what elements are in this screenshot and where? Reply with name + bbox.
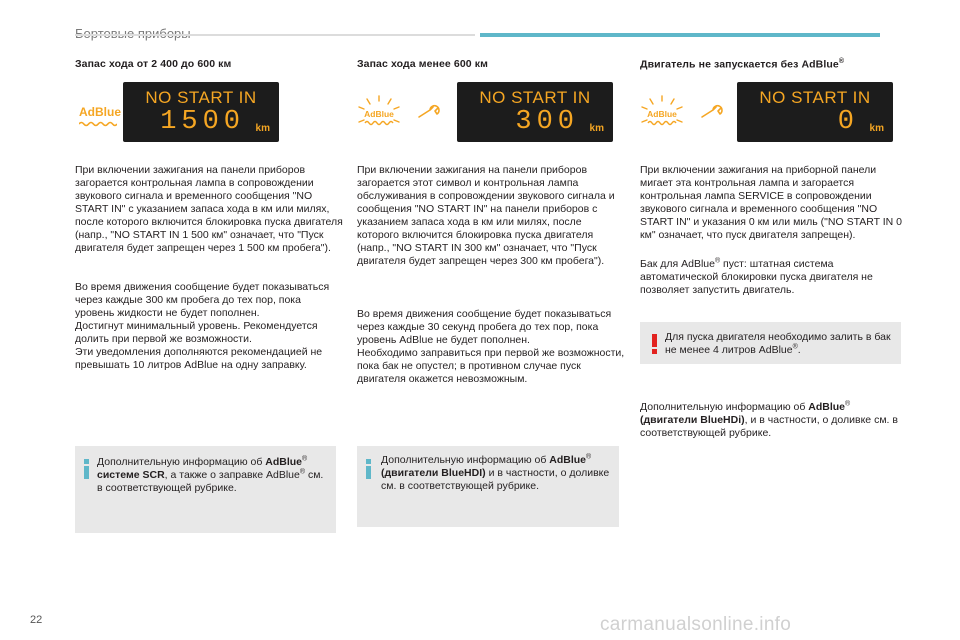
paragraph: При включении зажигания на панели приборов загорается контрольная лампа в сопровождении звукового сигнала и временного сообщения "NO START IN" с указанием запаса хода в км или милях, после которого включится блокировка пуска двигателя (напр., "NO START IN 1 500 км" означает, что "Пуск двигателя будет запрещен через 1 500 км пробега"). [75, 164, 343, 254]
paragraph: При включении зажигания на приборной панели мигает эта контрольная лампа и загорается контрольная лампа SERVICE в сопровождении звукового сигнала и временного сообщения "NO START IN" и указания 0 км или миль ("NO START IN 0 км" означает, что пуск двигателя запрещен). [640, 164, 903, 241]
info-sup: ® [299, 468, 306, 476]
page-number: 22 [30, 614, 43, 626]
wrench-icon [700, 104, 726, 120]
no-start-text: NO START IN [759, 88, 871, 107]
paragraph: Во время движения сообщение будет показываться через каждые 300 км пробега до тех пор, пока уровень жидкости не будет пополнен. [75, 281, 330, 319]
info-text: , а также о заправке AdBlue [164, 469, 300, 481]
instrument-display [75, 82, 343, 142]
info-note-text [381, 454, 613, 493]
paragraph: Необходимо заправиться при первой же возможности, пока бак не опустел; в противном случае пуск двигателя окажется невозможным. [357, 347, 625, 385]
adblue-icon-label: AdBlue [647, 109, 677, 119]
adblue-wave-icon [79, 121, 117, 127]
adblue-icon-label: AdBlue [79, 105, 121, 119]
info-bold: системе SCR [97, 469, 165, 481]
header-rule [75, 34, 475, 36]
adblue-icon [79, 105, 121, 119]
info-icon [366, 459, 371, 479]
info-text: Дополнительную информацию об [97, 456, 266, 468]
instrument-display [640, 82, 908, 142]
info-bold: AdBlue [265, 456, 303, 468]
paragraph-text: Бак для AdBlue [640, 258, 715, 270]
info-text: , и в частности, о доливке см. в соответствующей рубрике. [640, 414, 898, 439]
no-start-panel [123, 82, 279, 142]
column-no-start [640, 58, 908, 297]
warning-text: Для пуска двигателя необходимо залить в бак не менее 4 литров AdBlue [665, 331, 891, 356]
info-note [75, 446, 336, 533]
range-unit: km [869, 123, 884, 134]
paragraph-text: пуст: штатная система автоматической блокировки пуска двигателя не позволяет запустить двигатель. [640, 258, 873, 296]
adblue-icon-label: AdBlue [364, 109, 394, 119]
range-number: 1500 [160, 107, 245, 137]
watermark: carmanualsonline.info [600, 614, 792, 635]
paragraph [640, 258, 908, 297]
info-sup: ® [302, 455, 308, 463]
info-bold: (двигатели BlueHDi) [640, 414, 745, 426]
warning-note [640, 322, 901, 364]
info-note [357, 446, 619, 527]
range-unit: km [255, 123, 270, 134]
info-text: и в частности, о доливке см. в соответствующей рубрике. [381, 467, 610, 492]
paragraph: При включении зажигания на панели приборов загорается этот символ и контрольная лампа обслуживания в сопровождении звукового сигнала и сообщения "NO START IN" на панели приборов с указанием запаса хода в км или милях, после которого включится блокировка пуска двигателя (напр., "NO START IN 300 км" означает, что "Пуск двигателя будет запрещен через 300 км пробега"). [357, 164, 615, 267]
column-heading: Запас хода от 2 400 до 600 км [75, 58, 232, 70]
warning-text: . [797, 344, 801, 356]
range-number: 0 [837, 107, 859, 137]
info-text: см. в соответствующей рубрике. [97, 469, 324, 494]
paragraph: Эти уведомления дополняются рекомендацией не превышать 10 литров AdBlue на одну заправку. [75, 346, 323, 371]
column-range-2400-600 [75, 58, 343, 372]
info-text: Дополнительную информацию об [381, 454, 550, 466]
info-icon [84, 459, 89, 479]
instrument-display [357, 82, 625, 142]
no-start-panel [457, 82, 613, 142]
warning-note-text [665, 331, 895, 357]
column-heading [640, 58, 908, 72]
heading-sup: ® [838, 58, 845, 65]
no-start-text: NO START IN [145, 88, 257, 107]
heading-text: Двигатель не запускается без AdBlue [640, 58, 839, 71]
no-start-panel [737, 82, 893, 142]
column-heading: Запас хода менее 600 км [357, 58, 488, 70]
range-number: 300 [515, 107, 579, 137]
column-range-under-600 [357, 58, 625, 386]
info-bold: AdBlue [808, 401, 846, 413]
info-sup: ® [845, 400, 851, 408]
range-unit: km [589, 123, 604, 134]
info-note-text [640, 401, 902, 440]
adblue-flashing-icon [640, 94, 684, 134]
paragraph: Во время движения сообщение будет показываться через каждые 30 секунд пробега до тех пор, пока уровень AdBlue не будет пополнен. [357, 308, 612, 346]
info-note-text [97, 456, 329, 495]
warning-icon [652, 334, 657, 354]
wrench-icon [417, 104, 443, 120]
paragraph-sup: ® [714, 257, 721, 265]
info-bold: AdBlue [549, 454, 587, 466]
info-bold: (двигатели BlueHDI) [381, 467, 486, 479]
info-sup: ® [586, 453, 592, 461]
no-start-text: NO START IN [479, 88, 591, 107]
header-accent-rule [480, 33, 880, 37]
info-text: Дополнительную информацию об [640, 401, 809, 413]
adblue-flashing-icon [357, 94, 401, 134]
paragraph: Достигнут минимальный уровень. Рекомендуется долить при первой же возможности. [75, 320, 318, 345]
warning-sup: ® [792, 343, 798, 351]
